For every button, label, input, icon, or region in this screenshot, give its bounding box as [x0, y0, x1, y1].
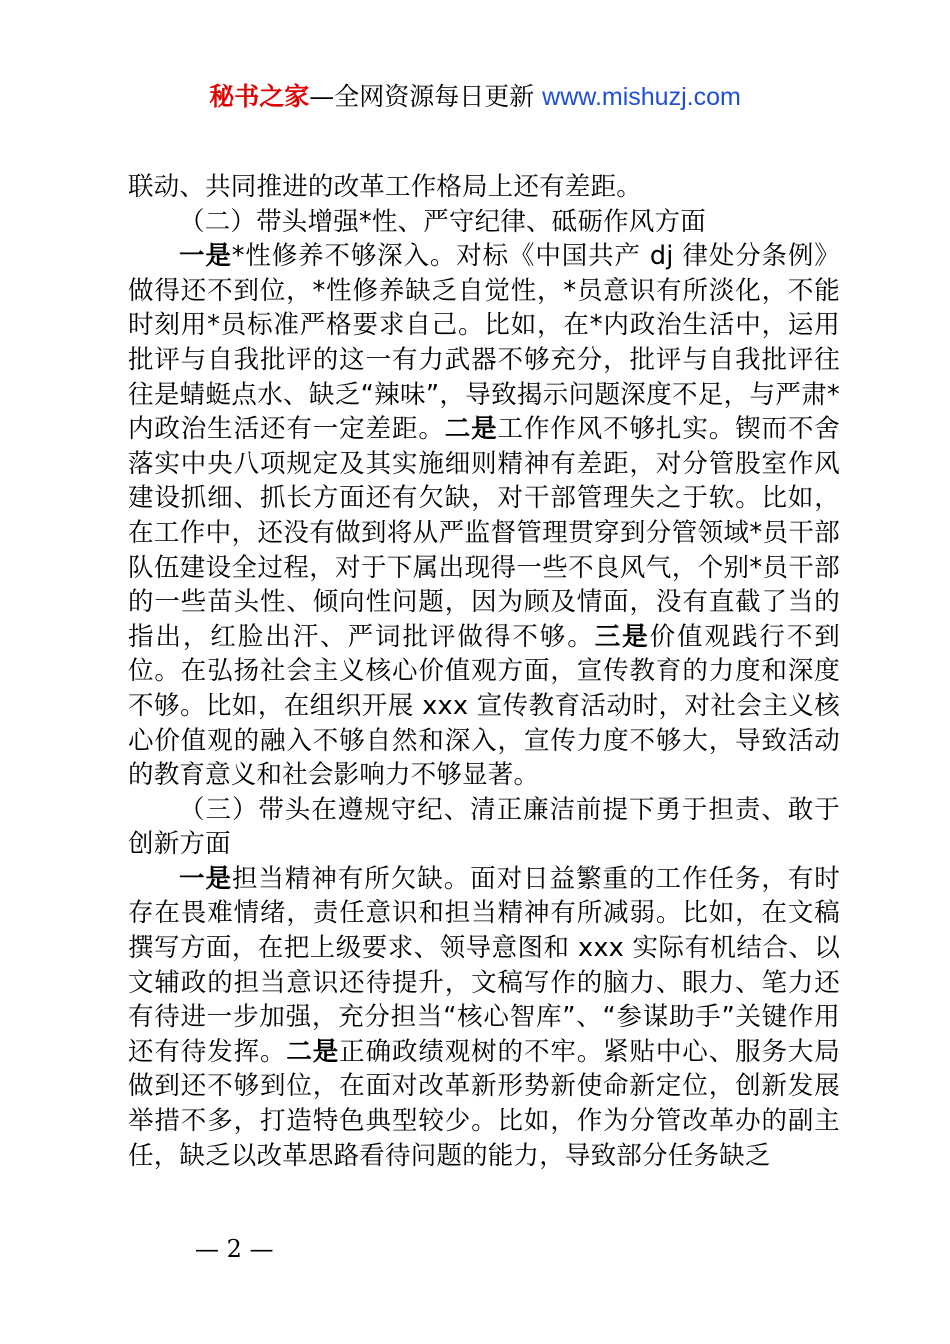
site-slogan: —全网资源每日更新	[309, 82, 543, 111]
paragraph-section-2	[128, 239, 840, 793]
paragraph-continuation: 联动、共同推进的改革工作格局上还有差距。	[128, 172, 643, 202]
point-text-1: 担当精神有所欠缺。面对日益繁重的工作任务，有时存在畏难情绪，责任意识和担当精神有所减弱。比如，在文稿撰写方面，在把上级要求、领导意图和 xxx 实际有机结合、以文辅政的担当意识还待提升，文稿写作的脑力、眼力、笔力还有待进一步加强，充分担当“核心智库”、“参谋助手”关键作用还有待发挥。	[128, 863, 840, 1067]
section-heading-3: （三）带头在遵规守纪、清正廉洁前提下勇于担责、敢于创新方面	[128, 794, 840, 860]
paragraph-section-3	[128, 862, 840, 1173]
point-text-3: 价值观践行不到位。在弘扬社会主义核心价值观方面，宣传教育的力度和深度不够。比如，在组织开展 xxx 宣传教育活动时，对社会主义核心价值观的融入不够自然和深入，宣传力度不够大，导致活动的教育意义和社会影响力不够显著。	[128, 621, 841, 791]
site-url-link[interactable]: www.mishuzj.com	[542, 83, 741, 111]
point-label-2: 二是	[286, 1036, 340, 1067]
page-number: — 2 —	[195, 1235, 274, 1263]
section-heading-2: （二）带头增强*性、严守纪律、砥砺作风方面	[179, 206, 706, 237]
point-label-2: 二是	[444, 414, 498, 445]
document-body	[128, 170, 840, 1173]
point-text-1: *性修养不够深入。对标《中国共产 dj 律处分条例》做得还不到位，*性修养缺乏自觉性，*员意识有所淡化，不能时刻用*员标准严格要求自己。比如，在*内政治生活中，运用批评与自我批评的这一有力武器不够充分，批评与自我批评往往是蜻蜓点水、缺乏“辣味”，导致揭示问题深度不足，与严肃*内政治生活还有一定差距。	[128, 241, 840, 445]
point-text-2: 正确政绩观树的不牢。紧贴中心、服务大局做到还不够到位，在面对改革新形势新使命新定位，创新发展举措不多，打造特色典型较少。比如，作为分管改革办的副主任，缺乏以改革思路看待问题的能力，导致部分任务缺乏	[128, 1036, 840, 1171]
point-label-1: 一是	[179, 863, 232, 894]
site-banner	[0, 80, 950, 114]
point-label-3: 三是	[594, 621, 650, 652]
site-brand: 秘书之家	[209, 82, 310, 111]
point-label-1: 一是	[179, 241, 232, 272]
point-text-2: 工作作风不够扎实。锲而不舍落实中央八项规定及其实施细则精神有差距，对分管股室作风建设抓细、抓长方面还有欠缺，对干部管理失之于软。比如，在工作中，还没有做到将从严监督管理贯穿到分管领域*员干部队伍建设全过程，对于下属出现得一些不良风气，个别*员干部的一些苗头性、倾向性问题，因为顾及情面，没有直截了当的指出，红脸出汗、严词批评做得不够。	[128, 414, 840, 652]
